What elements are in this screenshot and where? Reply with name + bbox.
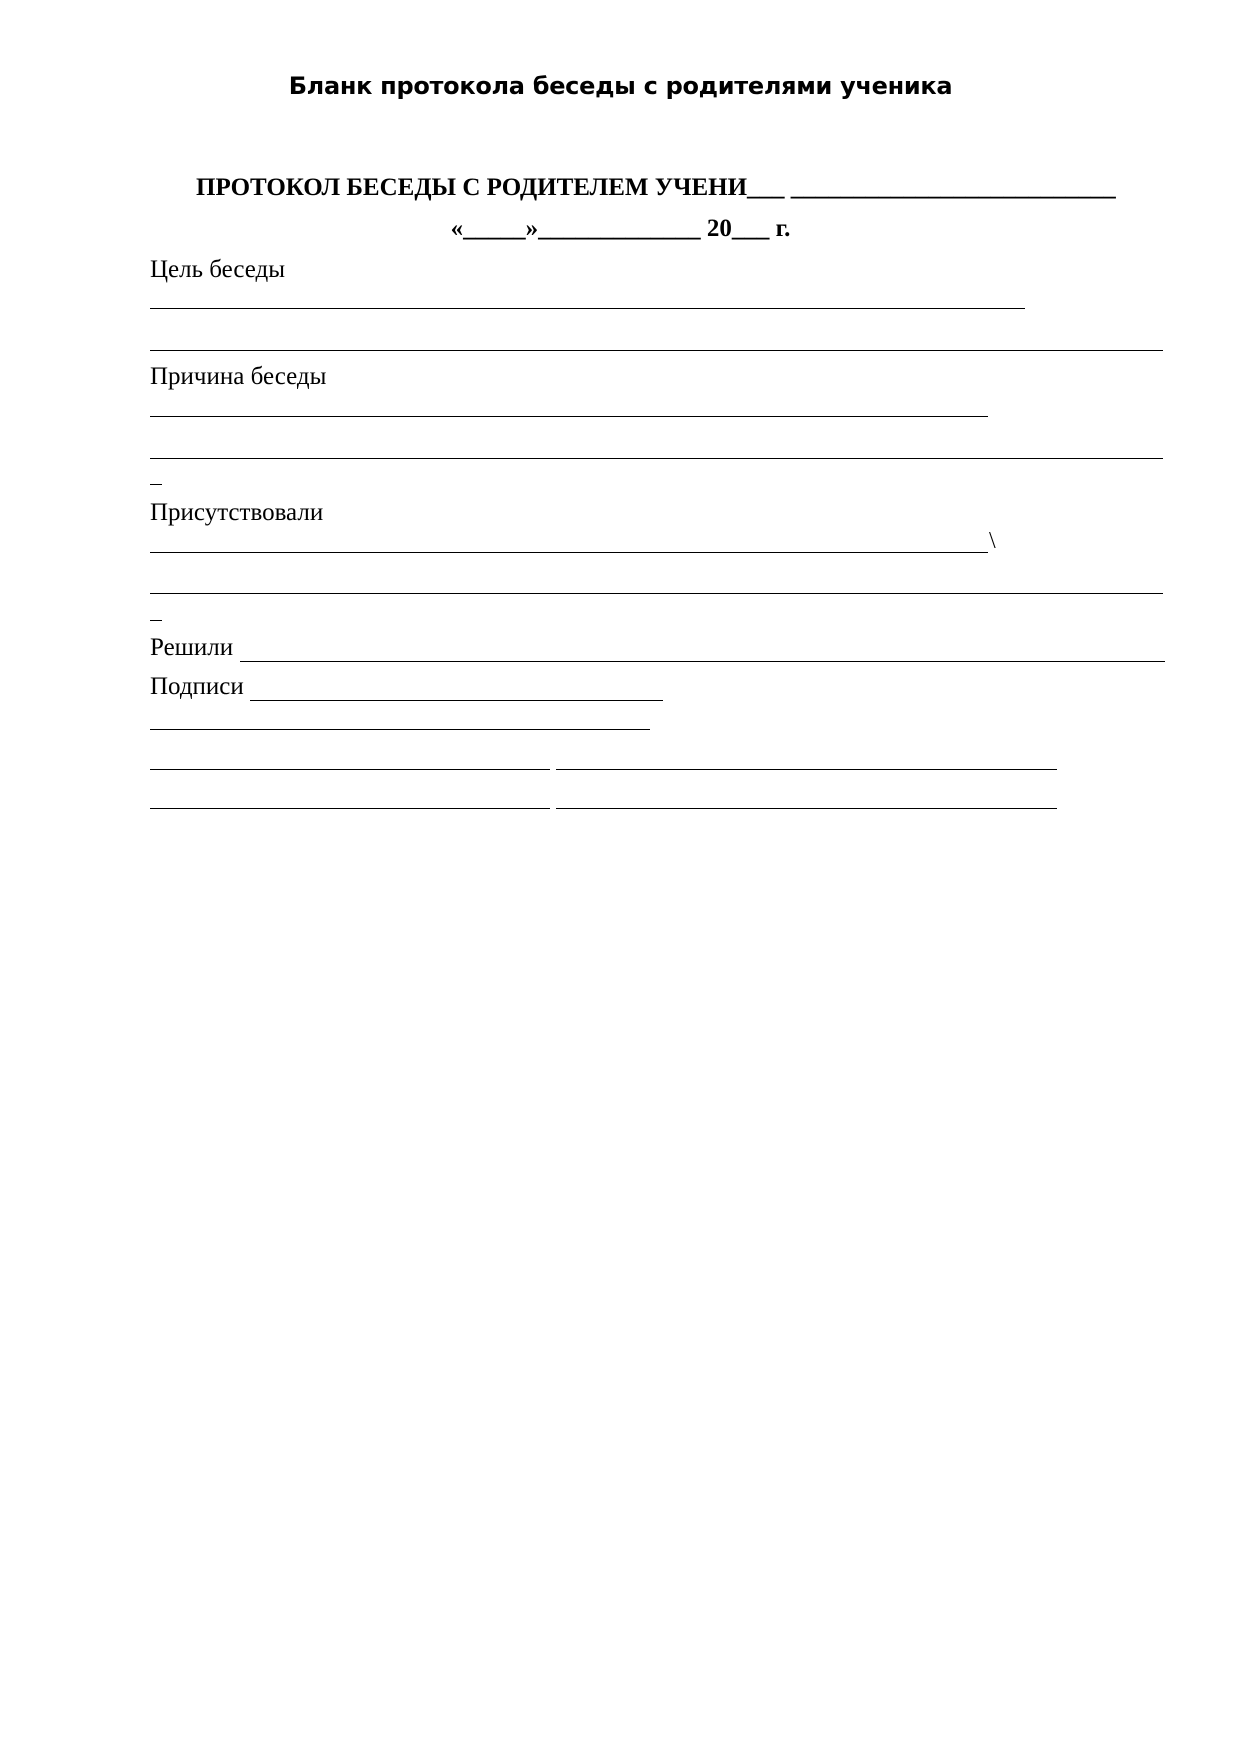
signature-line-6[interactable] bbox=[556, 808, 1057, 809]
decided-label: Решили bbox=[150, 634, 234, 661]
signature-line-5[interactable] bbox=[150, 808, 550, 809]
present-label: Присутствовали bbox=[150, 499, 324, 526]
document-title: Бланк протокола беседы с родителями ученика bbox=[288, 72, 953, 100]
goal-label: Цель беседы bbox=[150, 256, 286, 283]
signatures-label: Подписи bbox=[150, 673, 244, 700]
reason-line-2[interactable] bbox=[150, 458, 1163, 459]
reason-line-continuation bbox=[150, 484, 162, 485]
signature-line-1[interactable] bbox=[250, 700, 663, 701]
reason-label: Причина беседы bbox=[150, 363, 327, 390]
decided-line[interactable] bbox=[240, 661, 1165, 662]
protocol-heading: ПРОТОКОЛ БЕСЕДЫ С РОДИТЕЛЕМ УЧЕНИ___ __________________________ bbox=[196, 174, 1116, 201]
reason-line-1[interactable] bbox=[150, 416, 988, 417]
present-line-1[interactable] bbox=[150, 552, 988, 553]
goal-line-1[interactable] bbox=[150, 308, 1025, 309]
signature-line-3[interactable] bbox=[150, 769, 550, 770]
present-line-end-mark: \ bbox=[989, 528, 996, 554]
present-line-continuation bbox=[150, 620, 162, 621]
signature-line-2[interactable] bbox=[150, 729, 650, 730]
protocol-date-line: «_____»_____________ 20___ г. bbox=[450, 215, 791, 242]
goal-line-2[interactable] bbox=[150, 350, 1163, 351]
signature-line-4[interactable] bbox=[556, 769, 1057, 770]
present-line-2[interactable] bbox=[150, 593, 1163, 594]
